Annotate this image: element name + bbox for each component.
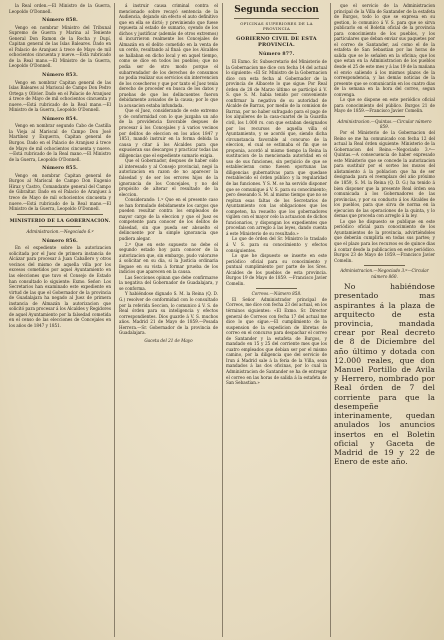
decree-title: Número 855. xyxy=(42,166,78,172)
divider xyxy=(234,18,319,19)
divider xyxy=(39,226,81,227)
column-2 xyxy=(114,3,222,637)
column-3 xyxy=(222,3,330,637)
large-notice: No habiéndose presentado mas aspirantes á la plaza de arquitecto de esta provincia, mandada crear por Real decreto de 8 de Diciembre del año último y dotada con 12.000 reales, que don Manuel Portillo de Avila y Herrero, nombrado por Real órden de 7 del corriente para que la desempeñe interinamente, quedan anulados los anuncios insertos en el Boletin oficial y Gaceta de Madrid de 19 y 22 de Enero de este año. xyxy=(334,282,435,467)
paragraph: la Real orden.—El Ministro de la Guerra, Leopoldo O'Donnell. xyxy=(9,3,111,14)
paragraph: Lo que se dispone en este periódico oficial para conocimiento del público. Burgos 21 de Mayo de 1859.—Francisco Javier Comelin. xyxy=(334,97,435,114)
paragraph: En el expediente sobre la autorizacion solicitada por el Juez de primera instancia de Alcázar para procesar á Juan Caballero y otros vecinos del mismo de aquella villa por los excesos cometidos por aquel Ayuntamiento en las elecciones que tuvo el Consejo de Estado han consultado lo siguiente: Exmo. Señor: Los Secretarios han examinado este expediente en virtud de las que el Gobernador de la provincia de Guadalajara ha negado al Juez de primera instancia de Almazán la autorizacion que solicitó para procesar á los Alcaldes y Regidores de aquel Ayuntamiento por la falsedad cometida en el censo de las elecciones de Concejales en los años de 1847 y 1851. xyxy=(9,245,111,328)
source-note: Gaceta del 21 de Mayo xyxy=(144,337,193,343)
ministry-title: MINISTERIO DE LA GOBERNACION. xyxy=(9,218,111,224)
department-label: Administracion.—Negociado 6.º xyxy=(26,229,94,235)
paragraph: Que el Gobernador, despues de haber oido al interesado y al Consejo provincial, negó la autorizacion en razon de no aparecer la falsedad y de ser los errores hijos de la ignorancia de los Concejales, y no del propósito de alterar el resultado de la eleccion. xyxy=(119,158,218,197)
divider xyxy=(17,214,103,215)
column-4 xyxy=(330,3,438,637)
office-title: GOBIERNO CIVIL DE ESTA PROVINCIA. xyxy=(236,36,317,49)
decree-title: Número 877. xyxy=(258,52,295,58)
paragraph: Vengo en nombrar Capitan general de Burgos al Mariscal de Campo Don Eugenio Hiraz y Castro, Comandante general del Campo de Gibraltar. Dado en el Palacio de Aranjuez á trece de Mayo de mil ochocientos cincuenta y nueve.—Está rubricado de la Real mano.—El Ministro de la Guerra, Leopoldo O'Donnell. xyxy=(9,172,111,212)
paragraph: Por el Ministerio de la Gobernacion del Reino se me ha comunicado con fecha 12 del actual la Real órden siguiente: Ministerio de la Gobernacion del Reino.—Negociado 3.º—Quintas.—A consecuencia de haber expresado este Ministerio que se concede la autorizacion para sustituir por el sorteo los mozos del alistamiento á la poblacion que ha de ser designada para el reemplazo del año próximo de 1859, S. M. la Reina (Q. D. G.) ha tenido á bien disponer que la presente Real órden sea comunicada á los Gobernadores de las provincias, y por su conducto á los Alcaldes de los pueblos, para que sirva de norma en la ejecucion de las operaciones de la quinta, y lo demas que proceda con arreglo á la ley. xyxy=(334,130,435,219)
divider xyxy=(256,288,297,289)
circular-title: Administracion.—Negociado 3.º—Circular número 860. xyxy=(340,268,429,279)
paragraph: Lo que he dispuesto se publique en este periódico oficial para conocimiento de los Ayuntamientos de la provincia, advirtiéndoles que deberán cumplirla en todas sus partes; y que el plazo para los recursos es de quince dias á contar desde la publicacion en este periódico. Burgos 23 de Mayo de 1859.—Francisco Javier Comelin. xyxy=(334,218,435,263)
paragraph: á instruir causa criminal contra el mencionado sobre recayó sentencia de la Audiencia, dejando sin efecto el auto definitivo que en ella se dictó; y previniendo que fuese repuesta al estado de sumario, oyendo de los dichos y justificar (además de otros extremos) si incurrieron realmente los Concejales de Almazán en el delito cometido en la venta de un cerdo, resultando al final: que los Alcaldes se hallaban en dicho local y en aquel tiempo, como se dice en todos los pueblos; que no podia ser de otro modo porque el subarrendador de los derechos de consumos no podia realizar sus servicios sin intervencion de los cosecheros y que por tanto el Juez tenia derecho de proceder en busca de los datos y pruebas de que los delincuentes fueron debidamente avisados de la causa; por lo que la acusacion estaba infundada. xyxy=(119,3,218,108)
paragraph: Que el Juez, considerando de este extremo y de conformidad con lo que juzgaba un año de la providencia favorable despues de procesar á los Concejales y á varios vecinos por delitos de eleccion en los años 1847 y 1851, mandó instruir en la forma debida la causa y citar á los Alcaldes para que expusieran sus descargos y practicar todas las diligencias que el expediente sumario exigia. xyxy=(119,108,218,158)
paragraph: El Exmo. Sr. Subsecretario del Ministerio de la Gobernacion me dice con fecha 14 del actual lo siguiente: «El Sr. Ministro de la Gobernacion dice con esta fecha al Gobernador de la provincia de Albacete lo que sigue: Por Real órden de 28 de Marzo último se participó á V. S. que S. M. habia tenido por conveniente confirmar la negativa de su autoridad de Alcalde de Barrax, por medio de la comision de Barrax, por no haber sufragado para el pago de los alquileres de la casa-cuartel de la Guardia civil, los 1.000 rs. con que estaban designados por los recursos de aquella villa el Ayuntamiento, y se acordó que, siendo dicha circunstancia favorable al concurso de la eleccion, el cual se estimaba el fin que se proponia, acordó al mismo tiempo la Reina la sustitucion de la mencionada autoridad en el uso de sus funciones, sin perjuicio de que se establecieran como fuesen oportunas las diligencias gubernativas para que quedase restablecido el órden público y la regularidad de las funciones. Y S. M. se ha servido disponer que se comunique á V. S. para su conocimiento; pero deseando S. M. al mismo tiempo que no se repitan esas faltas de los Secretarios de Ayuntamiento con las obligaciones que les competen, ha resuelto que los gobernadores vigilen con el mayor celo la actuacion de dichos funcionarios, y dispongan los expedientes que procedan con arreglo á las leyes, dando cuenta á este Ministerio de su resultado.» xyxy=(226,58,327,236)
paragraph: Vengo en nombrar segundo Cabo de Castilla la Vieja al Mariscal de Campo Don José Martínez y Exquerra, Capitan general de Burgos. Dado en el Palacio de Aranjuez á trece de Mayo de mil ochocientos cincuenta y nueve.—Está rubricado de la Real mano.—El Ministro de la Guerra, Leopoldo O'Donnell. xyxy=(9,123,111,162)
circular-title: Correos.—Número 858. xyxy=(251,291,302,297)
divider xyxy=(364,265,405,266)
paragraph: Lo que he dispuesto se inserte en este periódico oficial para su conocimiento y puntual cumplimiento por parte de los Sres. Alcaldes de los pueblos de esta provincia. Burgos 19 de Mayo de 1859. —Francisco Javier Comelin. xyxy=(226,253,327,286)
paragraph: El Señor Administrador principal de Correos, me dice con fecha 23 del actual, en los términos siguientes: «El Exmo. Sr. Director general de Correos con fecha 17 del actual me dice lo que sigue.—El cumplimiento de la suspension de la expedicion de libretas de correo en el concurso para despachar el correo de Santander y la estafeta de Burgos, y mandado en 15 y 25 del corriente mes que los cuatro empleados que debian ser por el mismo camino, por la diligencia que del servicio de Irun á Madrid sale á la feria de la Villa, sean mandados á las dos oficinas, por lo cual la Administracion de Santander se ha de entregar el correo en las horas de salida á la estafeta de San Sebastian.» xyxy=(226,296,327,386)
divider xyxy=(256,33,297,34)
paragraph: Y habiéndose dignado S. M. la Reina (Q. D. G.) resolver de conformidad con lo consultado por la referida Seccion, lo comunico á V. S. de Real órden para su inteligencia y efectos correspondientes. Dios guarde á V. S. muchos años. Madrid 21 de Mayo de 1859.—Posada Herrera.—Sr. Gobernador de la provincia de Guadalajara. xyxy=(119,291,218,336)
decree-title: Número 858. xyxy=(42,18,78,24)
paragraph: que el servicio de la Administracion principal de la Villa de Santander de la estafeta de Burgos, todo lo que se expresa en su gestion, lo comunico á V. S. para que se sirva publicarlo en el Boletin oficial de la provincia para conocimiento de los pueblos, y los particulares que deban enviar sus paquetes por el correo de Santander, así como el de la estafeta de San Sebastian por las horas de salida que se le señalen en la oficina; que los que estan en la Administracion de los pueblos desde el 25 de este mes y á las 19 de la mañana el envio saliendo á los mismos plazos de la correspondencia, y las demás noticias de la presente que se comunicarán en los cuatro dias de la semana en la hora del correo, segun convenga. xyxy=(334,3,436,97)
decree-title: Número 853. xyxy=(42,73,78,79)
paragraph: Considerando: 1.º Que en el presente caso se han formulado debidamente los cargos que pueden resultar contra los empleados de mayor cargo de la eleccion y que el Juez es competente para conocer de los delitos de falsedad, sin que pueda ser absuelto el delincuente por la simple ignorancia que pudiera alegar. xyxy=(119,197,218,241)
divider xyxy=(364,116,405,117)
paragraph: Las Secciones opinan que debe confirmarse la negativa del Gobernador de Guadalajara, y se conforma. xyxy=(119,274,218,291)
section-subtitle: OFICINAS SUPERIORES DE LA PROVINCIA xyxy=(240,21,313,31)
column-1 xyxy=(6,3,114,637)
paragraph: Lo que de órden del Sr. Ministro lo traslado á V. S. para su conocimiento y efectos consiguientes. xyxy=(226,236,327,253)
circular-title: Administracion.—Quintas.—Circular número 859. xyxy=(337,118,432,130)
decree-title: Número 856. xyxy=(42,238,78,244)
decree-title: Número 854. xyxy=(42,116,78,122)
paragraph: Vengo en nombrar Capitan general de las Islas Baleares al Mariscal de Campo Don Pedro Ortega y Olivier. Dado en el Palacio de Aranjuez á trece de Mayo de mil ochocientos cincuenta y nueve.—Está rubricado de la Real mano.—El Ministro de la Guerra, Leopoldo O'Donnell. xyxy=(9,79,111,113)
paragraph: 2.º Que en este supuesto no debe el segundo estado hoy para conocer de la autorizacion que, sin embargo, pudo valorarse á solicitar en su dia, si la Justicia ordinaria llegase en su vista á formar prueba de los indicios que aparecen en la causa. xyxy=(119,241,218,275)
section-title: Segunda seccion xyxy=(234,5,319,15)
paragraph: Vengo en nombrar Ministro del Tribunal Supremo de Guerra y Marina al Teniente General Don Ramon de la Rocha y Dupí, Capitan general de las Islas Baleares. Dado en el Palacio de Aranjuez á trece de Mayo de mil ochocientos cincuenta y nueve.—Está rubricado de la Real mano.—El Ministro de la Guerra, Leopoldo O'Donnell. xyxy=(9,24,111,69)
columns xyxy=(6,3,440,637)
